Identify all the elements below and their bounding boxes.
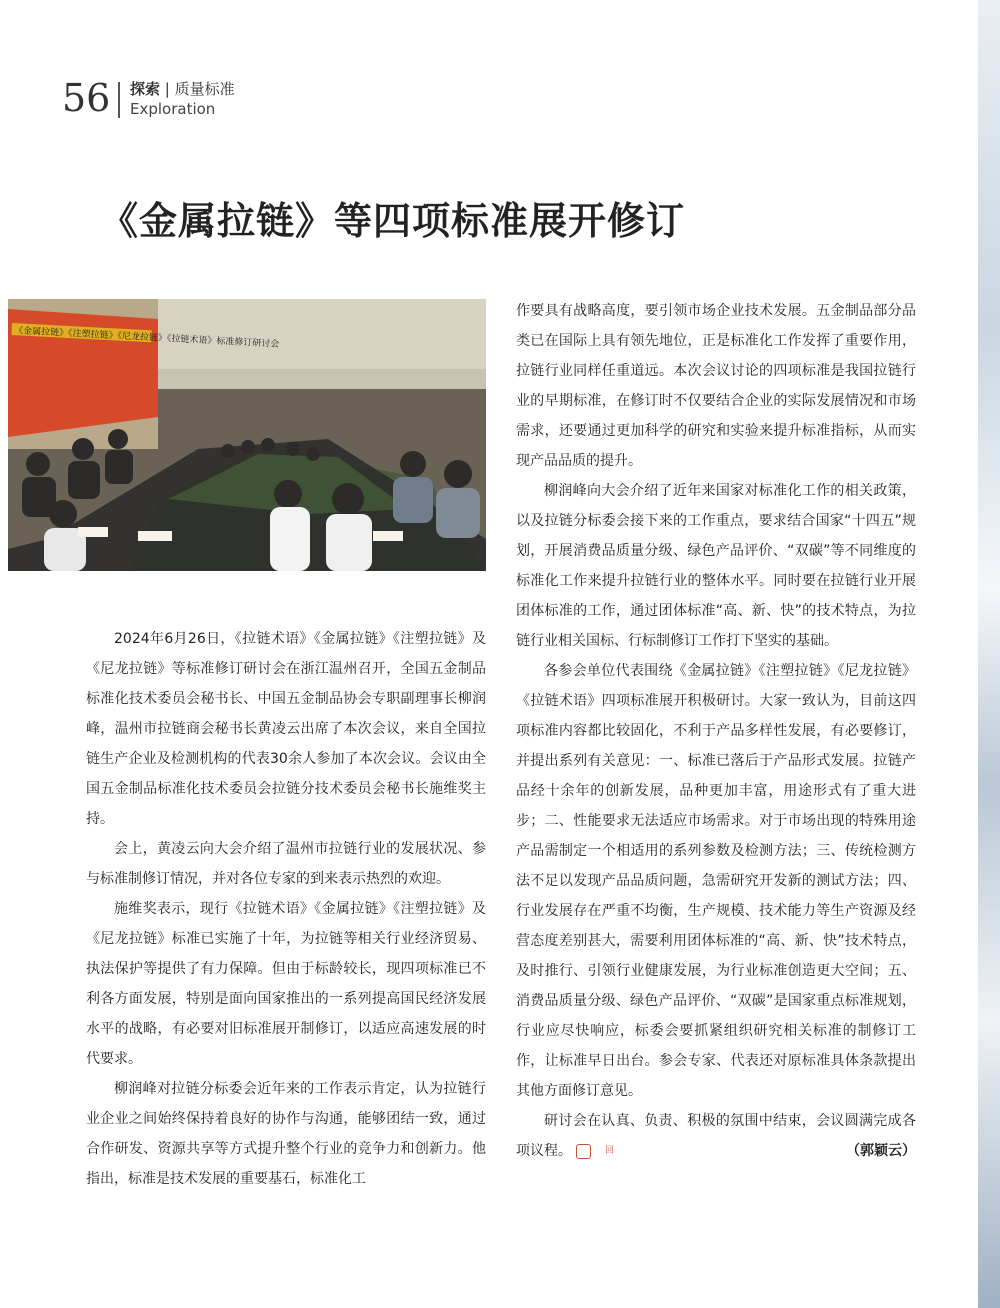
paragraph: 柳润峰对拉链分标委会近年来的工作表示肯定，认为拉链行业企业之间始终保持着良好的协作与沟通，能够团结一致，通过合作研发、资源共享等方式提升整个行业的竞争力和创新力。他指出，标准是技术发展的重要基石，标准化工 bbox=[86, 1081, 486, 1187]
article-title: 《金属拉链》等四项标准展开修订 bbox=[100, 199, 686, 243]
closing-text: 研讨会在认真、负责、积极的氛围中结束，会议圆满完成各项议程。 bbox=[516, 1113, 916, 1159]
paragraph: 柳润峰向大会介绍了近年来国家对标准化工作的相关政策，以及拉链分标委会接下来的工作重点，要求结合国家“十四五”规划，开展消费品质量分级、绿色产品评价、“双碳”等不同维度的标准化工作来提升拉链行业的整体水平。同时要在拉链行业开展团体标准的工作，通过团体标准“高、新、快”的技术特点，为拉链行业相关国标、行标制修订工作打下坚实的基础。 bbox=[516, 483, 916, 649]
left-column bbox=[86, 624, 486, 1194]
page-number: 56 bbox=[62, 76, 111, 120]
header-divider bbox=[118, 82, 120, 118]
paragraph: 会上，黄凌云向大会介绍了温州市拉链行业的发展状况、参与标准制修订情况，并对各位专家的到来表示热烈的欢迎。 bbox=[86, 841, 486, 887]
meeting-photo bbox=[8, 299, 486, 571]
paragraph-continuation: 作要具有战略高度，要引领市场企业技术发展。五金制品部分品类已在国际上具有领先地位，正是标准化工作发挥了重要作用，拉链行业同样任重道远。本次会议讨论的四项标准是我国拉链行业的早期标准，在修订时不仅要结合企业的实际发展情况和市场需求，还要通过更加科学的研究和实验来提升标准指标，从而实现产品品质的提升。 bbox=[516, 303, 916, 469]
end-mark-icon: 回 bbox=[576, 1144, 591, 1159]
paragraph: 各参会单位代表围绕《金属拉链》《注塑拉链》《尼龙拉链》《拉链术语》四项标准展开积极研讨。大家一致认为，目前这四项标准内容都比较固化，不利于产品多样性发展，有必要修订，并提出系列有关意见：一、标准已落后于产品形式发展。拉链产品经十余年的创新发展，品种更加丰富，用途形式有了重大进步；二、性能要求无法适应市场需求。对于市场出现的特殊用途产品需制定一个相适用的系列参数及检测方法；三、传统检测方法不足以发现产品品质问题，急需研究开发新的测试方法；四、行业发展存在严重不均衡，生产规模、技术能力等生产资源及经营态度差别甚大，需要利用团体标准的“高、新、快”技术特点，及时推行、引领行业健康发展，为行业标准创造更大空间；五、消费品质量分级、绿色产品评价、“双碳”是国家重点标准规划，行业应尽快响应，标委会要抓紧组织研究相关标准的制修订工作，让标准早日出台。参会专家、代表还对原标准具体条款提出其他方面修订意见。 bbox=[516, 663, 916, 1099]
closing-paragraph bbox=[516, 1106, 916, 1166]
section-name: 探索 bbox=[130, 80, 161, 98]
decorative-edge bbox=[978, 0, 1000, 1308]
author: （郭颖云） bbox=[846, 1143, 916, 1159]
section-label: 探索 | 质量标准 bbox=[130, 80, 235, 98]
banner-text: 《金属拉链》《注塑拉链》《尼龙拉链》《拉链术语》标准修订研讨会 bbox=[13, 326, 280, 350]
right-column bbox=[516, 296, 916, 1166]
section-english: Exploration bbox=[130, 100, 216, 118]
subsection-name: 质量标准 bbox=[174, 80, 235, 98]
paragraph: 施维奖表示，现行《拉链术语》《金属拉链》《注塑拉链》及《尼龙拉链》标准已实施了十年，为拉链等相关行业经济贸易、执法保护等提供了有力保障。但由于标龄较长，现四项标准已不利各方面发展，特别是面向国家推出的一系列提高国民经济发展水平的战略，有必要对旧标准展开制修订，以适应高速发展的时代要求。 bbox=[86, 901, 486, 1067]
paragraph: 2024年6月26日，《拉链术语》《金属拉链》《注塑拉链》及《尼龙拉链》等标准修订研讨会在浙江温州召开，全国五金制品标准化技术委员会秘书长、中国五金制品协会专职副理事长柳润峰，温州市拉链商会秘书长黄凌云出席了本次会议，来自全国拉链生产企业及检测机构的代表30余人参加了本次会议。会议由全国五金制品标准化技术委员会拉链分技术委员会秘书长施维奖主持。 bbox=[86, 631, 486, 827]
